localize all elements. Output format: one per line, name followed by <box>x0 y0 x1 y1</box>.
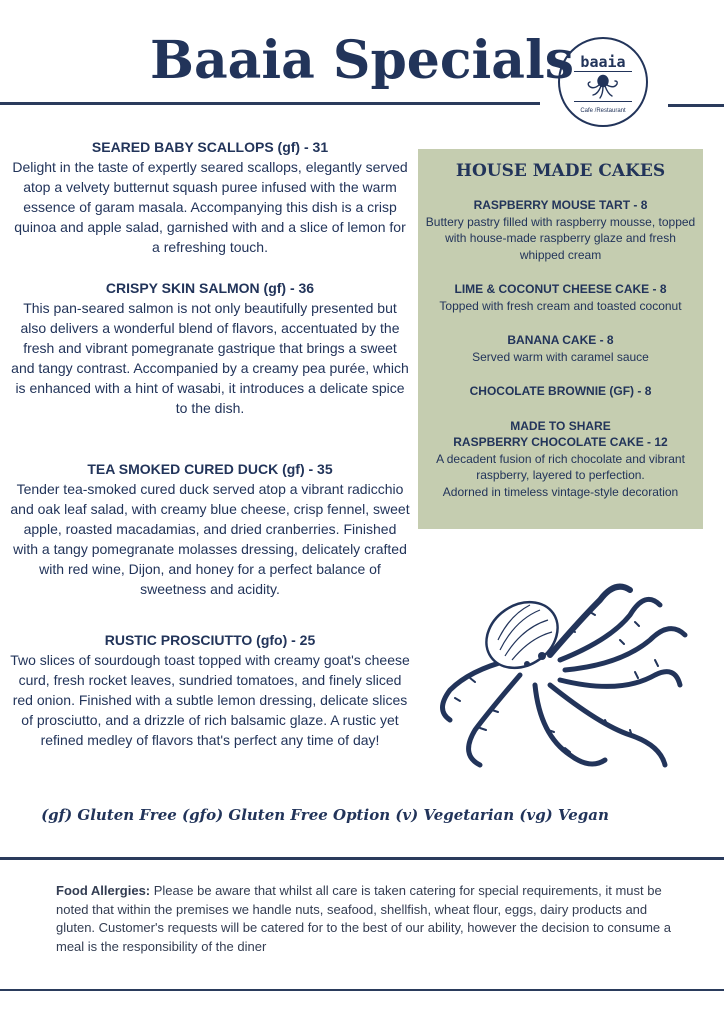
page-title: Baaia Specials <box>150 30 575 91</box>
cake-title: RASPBERRY MOUSE TART - 8 <box>473 198 648 212</box>
special-item <box>10 278 410 418</box>
special-item <box>10 630 410 750</box>
octopus-illustration <box>430 560 688 775</box>
cake-description: Served warm with caramel sauce <box>472 349 649 364</box>
logo-octopus-icon <box>585 72 621 100</box>
logo-subtitle: Cafe /Restaurant <box>580 108 626 114</box>
special-item <box>10 459 410 599</box>
cakes-heading: HOUSE MADE CAKES <box>455 161 666 181</box>
special-title: SEARED BABY SCALLOPS (gf) - 31 <box>91 139 329 155</box>
cake-item <box>418 418 703 501</box>
cake-title-secondary: RASPBERRY CHOCOLATE CAKE - 12 <box>453 435 668 449</box>
header-rule-left <box>0 102 540 105</box>
allergy-text: Please be aware that whilst all care is taken catering for special requirements, it must be noted that within the premises we handle nuts, seafood, shellfish, wheat flour, eggs, dairy products and gluten. Customer's requests will be catered for to the best of our ability, however the decision to consume a meal is the responsibility of the diner <box>56 883 672 954</box>
logo-divider-bottom <box>574 101 632 102</box>
cake-description: Topped with fresh cream and toasted coconut <box>439 298 682 313</box>
special-description: This pan-seared salmon is not only beautifully presented but also delivers a wonderful blend of flavors, accentuated by the fresh and vibrant pomegranate gastrique that brings a sweet and tangy contrast. Accompanied by a creamy pea purée, which is enhanced with a hint of wasabi, it introduces a delicate spice to the dish. <box>11 300 409 416</box>
allergy-notice <box>56 882 676 956</box>
special-title: TEA SMOKED CURED DUCK (gf) - 35 <box>87 461 333 477</box>
cake-item <box>418 281 703 314</box>
footer-rule-bottom <box>0 989 724 991</box>
cake-description-secondary: Adorned in timeless vintage-style decoration <box>442 484 679 499</box>
cake-description: Buttery pastry filled with raspberry mousse, topped with house-made raspberry glaze and fresh whipped cream <box>425 214 696 262</box>
dietary-legend: (gf) Gluten Free (gfo) Gluten Free Option (v) Vegetarian (vg) Vegan <box>41 806 609 824</box>
logo-name: baaia <box>580 53 626 71</box>
cake-title: BANANA CAKE - 8 <box>507 333 614 347</box>
cake-item <box>418 383 703 400</box>
special-description: Delight in the taste of expertly seared scallops, elegantly served atop a velvety butternut squash puree infused with the warm essence of garam masala. Accompanying this dish is a crisp quinoa and apple salad, garnished with and a slice of lemon for a refreshing touch. <box>12 159 408 255</box>
special-title: CRISPY SKIN SALMON (gf) - 36 <box>105 280 315 296</box>
cake-item <box>418 197 703 263</box>
cake-description: A decadent fusion of rich chocolate and vibrant raspberry, layered to perfection. <box>436 451 685 482</box>
cakes-panel <box>418 149 703 529</box>
cake-title: CHOCOLATE BROWNIE (GF) - 8 <box>469 384 652 398</box>
cake-item <box>418 332 703 365</box>
special-title: RUSTIC PROSCIUTTO (gfo) - 25 <box>104 632 316 648</box>
special-description: Tender tea-smoked cured duck served atop a vibrant radicchio and oak leaf salad, with creamy blue cheese, crisp fennel, sweet apple, roasted macadamias, and dried cranberries. Finished with a tangy pomegranate molasses dressing, delicately crafted with red wine, Dijon, and honey for a perfect balance of sweetness and acidity. <box>10 481 410 597</box>
restaurant-logo <box>558 37 648 127</box>
cake-title: MADE TO SHARE <box>510 418 611 433</box>
special-item <box>10 137 410 257</box>
allergy-label: Food Allergies: <box>56 883 151 898</box>
special-description: Two slices of sourdough toast topped with creamy goat's cheese curd, fresh rocket leaves, sundried tomatoes, and finely sliced red onion. Finished with a subtle lemon dressing, delicate slices of prosciutto, and a drizzle of rich balsamic glaze. A rustic yet refined medley of flavors that's perfect any time of day! <box>10 652 410 748</box>
cake-title: LIME & COCONUT CHEESE CAKE - 8 <box>454 282 667 296</box>
header-rule-right <box>668 104 724 107</box>
footer-rule-top <box>0 857 724 860</box>
